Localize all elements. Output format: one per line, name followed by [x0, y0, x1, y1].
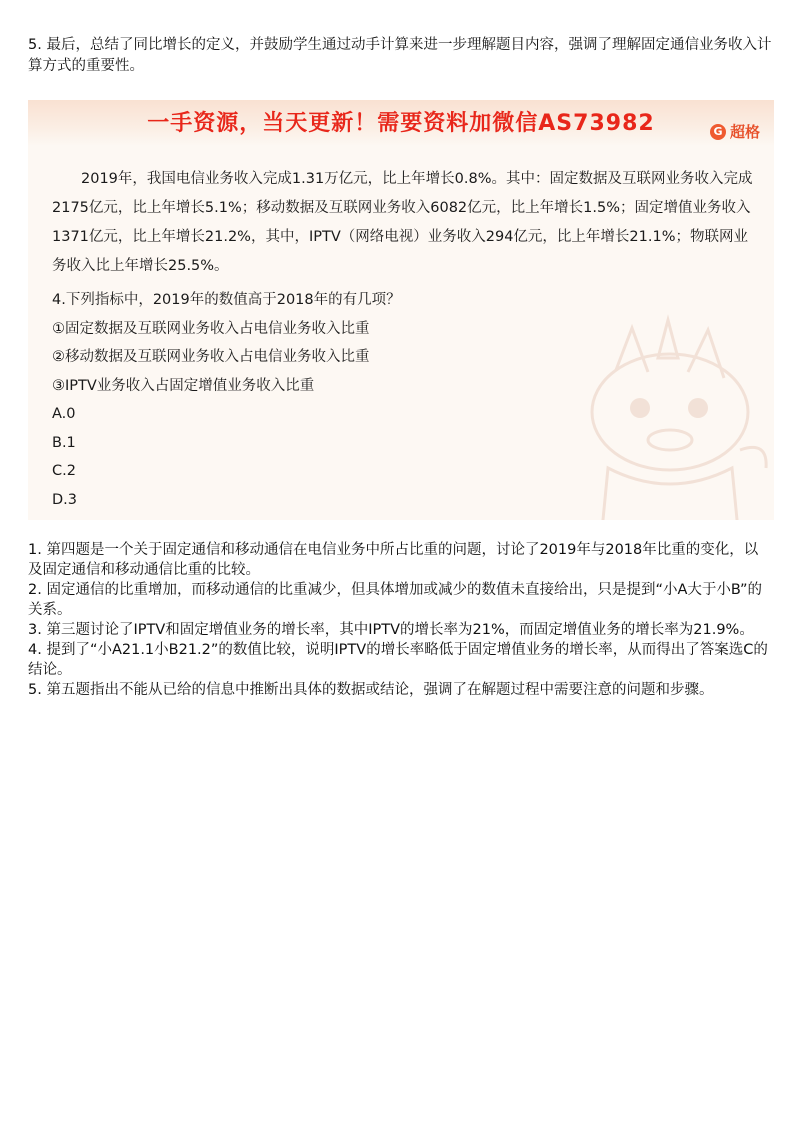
slide-paragraph: 2019年，我国电信业务收入完成1.31万亿元，比上年增长0.8%。其中：固定数据及互联网业务收入完成2175亿元，比上年增长5.1%；移动数据及互联网业务收入6082亿元，比上年增长1.5%；固定增值业务收入1371亿元，比上年增长21.2%，其中，IPTV（网络电视）业务收入294亿元，比上年增长21.1%；物联网业务收入比上年增长25.5%。	[52, 170, 753, 274]
answer-option-d: D.3	[52, 491, 77, 508]
banner-text: 一手资源，当天更新！需要资料加微信AS73982	[147, 111, 655, 136]
slide-banner	[28, 100, 774, 146]
answer-option-a: A.0	[52, 406, 76, 422]
question-block	[52, 286, 612, 514]
intro-paragraph: 5. 最后，总结了同比增长的定义，并鼓励学生通过动手计算来进一步理解题目内容，强调了理解固定通信业务收入计算方式的重要性。	[28, 36, 772, 74]
brand-name: 超格	[729, 123, 760, 141]
brand-logo-icon: G	[710, 124, 726, 140]
answer-option-c: C.2	[52, 463, 76, 479]
question-stem: 4.下列指标中，2019年的数值高于2018年的有几项？	[52, 292, 401, 308]
answer-option-b: B.1	[52, 434, 76, 451]
question-item: ①固定数据及互联网业务收入占电信业务收入比重	[52, 320, 370, 337]
summary-item: 2. 固定通信的比重增加，而移动通信的比重减少，但具体增加或减少的数值未直接给出，只是提到“小A大于小B”的关系。	[28, 582, 763, 618]
question-item: ③IPTV业务收入占固定增值业务收入比重	[52, 377, 315, 394]
summary-item: 1. 第四题是一个关于固定通信和移动通信在电信业务中所占比重的问题，讨论了2019年与2018年比重的变化，以及固定通信和移动通信比重的比较。	[28, 542, 759, 578]
brand-mark	[710, 121, 760, 142]
summary-list	[28, 540, 772, 700]
question-item: ②移动数据及互联网业务收入占电信业务收入比重	[52, 349, 370, 365]
summary-item: 5. 第五题指出不能从已给的信息中推断出具体的数据或结论，强调了在解题过程中需要注意的问题和步骤。	[28, 682, 714, 698]
summary-item: 4. 提到了“小A21.1小B21.2”的数值比较，说明IPTV的增长率略低于固定增值业务的增长率，从而得出了答案选C的结论。	[28, 642, 768, 678]
summary-item: 3. 第三题讨论了IPTV和固定增值业务的增长率，其中IPTV的增长率为21%，而固定增值业务的增长率为21.9%。	[28, 622, 754, 638]
slide-image	[28, 100, 774, 520]
